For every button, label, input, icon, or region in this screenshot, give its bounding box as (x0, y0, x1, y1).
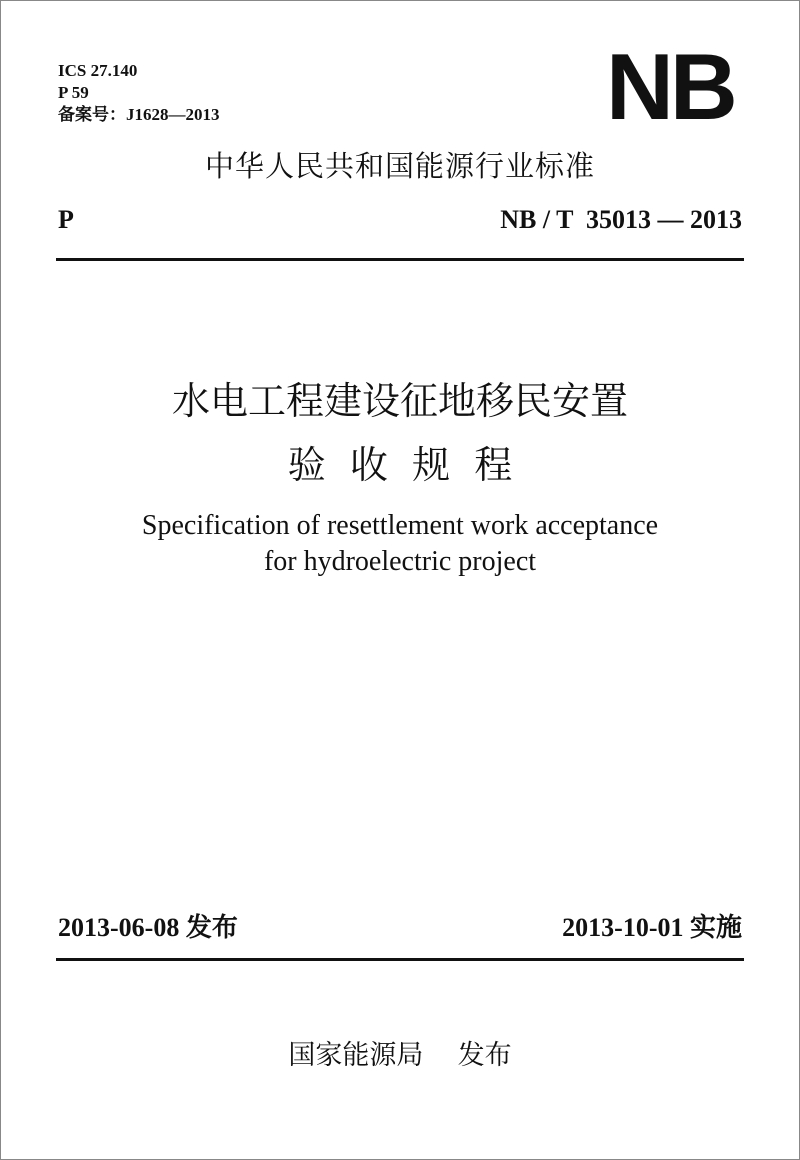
title-chinese-line-1: 水电工程建设征地移民安置 (171, 379, 628, 423)
top-divider (56, 258, 744, 261)
record-number: 备案号：J1628—2013 (58, 105, 220, 124)
ics-code: ICS 27.140 (58, 61, 138, 80)
standard-number: NB / T 35013 — 2013 (500, 205, 742, 234)
header-metadata (58, 60, 220, 126)
title-english (0, 508, 800, 580)
class-code: P (58, 205, 74, 234)
industry-standard-heading: 中华人民共和国能源行业标准 (204, 149, 595, 183)
bottom-divider (56, 958, 744, 961)
title-english-line-2: for hydroelectric project (263, 546, 537, 577)
classification-code: P 59 (58, 83, 89, 102)
implementation-date: 2013-10-01 实施 (562, 913, 742, 942)
nb-logo: NB (606, 34, 734, 139)
issue-date: 2013-06-08 发布 (58, 913, 238, 942)
title-english-line-1: Specification of resettlement work acceptance (141, 510, 659, 541)
publisher: 国家能源局 发布 (288, 1040, 512, 1071)
title-chinese-line-2: 验 收 规 程 (287, 443, 513, 487)
